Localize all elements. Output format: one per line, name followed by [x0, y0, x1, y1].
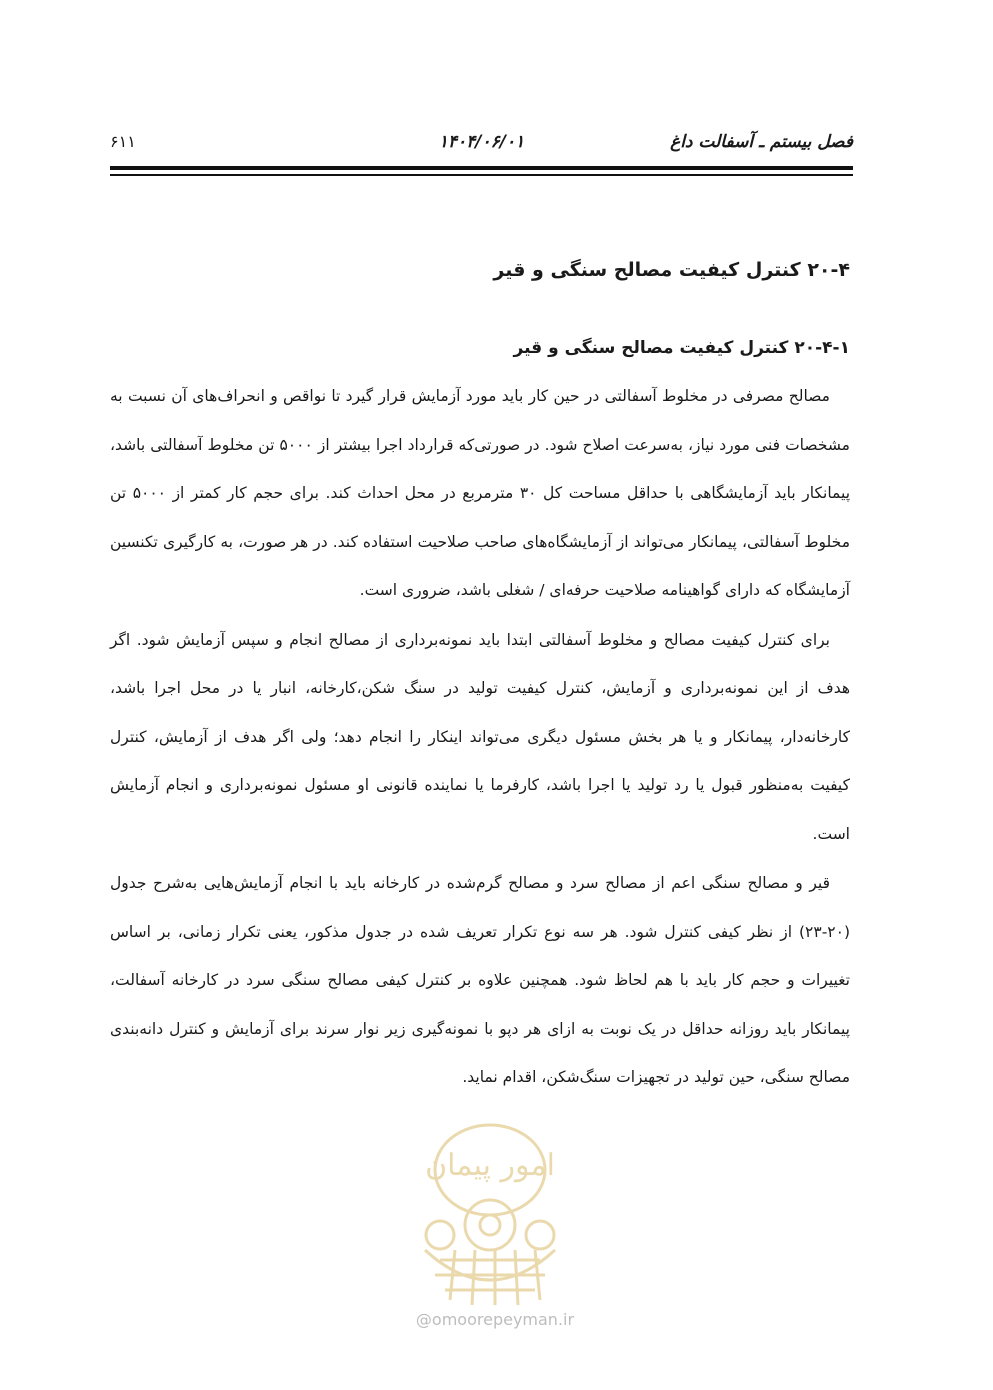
watermark-logo	[400, 1110, 580, 1310]
watermark-url: @omoorepeyman.ir	[415, 1310, 575, 1329]
paragraph-3: قیر و مصالح سنگی اعم از مصالح سرد و مصالح گرم‌شده در کارخانه باید با انجام آزمایش‌هایی به‌شرح جدول (۲۰-۲۳) از نظر کیفی کنترل شود. هر سه نوع تکرار تعریف شده در جدول مذکور، یعنی تکرار زمانی، بر اساس تغییرات و حجم کار باید با هم لحاظ شود. همچنین علاوه بر کنترل کیفی مصالح سنگی سرد در کارخانه آسفالت، پیمانکار باید روزانه حداقل در یک نوبت به ازای هر دپو با نمونه‌گیری زیر نوار سرند برای آزمایش و کنترل دانه‌بندی مصالح سنگی، حین تولید در تجهیزات سنگ‌شکن، اقدام نماید.	[110, 874, 850, 1086]
header-rule-thin	[110, 174, 853, 176]
watermark-text: امور پیمان	[425, 1148, 555, 1183]
subsection-title: ۲۰-۴-۱ کنترل کیفیت مصالح سنگی و قیر	[513, 338, 850, 358]
page-header	[110, 128, 853, 158]
header-date: ۱۴۰۴/۰۶/۰۱	[438, 132, 525, 152]
chapter-title: فصل بیستم ـ آسفالت داغ	[670, 132, 853, 152]
section-title: ۲۰-۴ کنترل کیفیت مصالح سنگی و قیر	[493, 259, 850, 281]
paragraph-1: مصالح مصرفی در مخلوط آسفالتی در حین کار باید مورد آزمایش قرار گیرد تا نواقص و انحراف‌های آن نسبت به مشخصات فنی مورد نیاز، به‌سرعت اصلاح شود. در صورتی‌که قرارداد اجرا بیشتر از ۵۰۰۰ تن مخلوط آسفالتی باشد، پیمانکار باید آزمایشگاهی با حداقل مساحت کل ۳۰ مترمربع در محل احداث کند. برای حجم کار کمتر از ۵۰۰۰ تن مخلوط آسفالتی، پیمانکار می‌تواند از آزمایشگاه‌های صاحب صلاحیت استفاده کند. در هر صورت، به کارگیری تکنسین آزمایشگاه که دارای گواهینامه صلاحیت حرفه‌ای / شغلی باشد، ضروری است.	[110, 387, 851, 599]
header-rule-thick	[110, 166, 853, 170]
paragraph-2: برای کنترل کیفیت مصالح و مخلوط آسفالتی ابتدا باید نمونه‌برداری از مصالح انجام و سپس آزمایش شود. اگر هدف از این نمونه‌برداری و آزمایش، کنترل کیفیت تولید در سنگ شکن،کارخانه، انبار یا در محل اجرا باشد، کارخانه‌دار، پیمانکار و یا هر بخش مسئول دیگری می‌تواند اینکار را انجام دهد؛ ولی اگر هدف از آزمایش، کنترل کیفیت به‌منظور قبول یا رد تولید یا اجرا باشد، کارفرما یا نماینده قانونی او مسئول نمونه‌برداری و انجام آزمایش است.	[110, 630, 850, 843]
page-number: ۶۱۱	[110, 132, 136, 151]
main-content	[110, 250, 850, 1103]
